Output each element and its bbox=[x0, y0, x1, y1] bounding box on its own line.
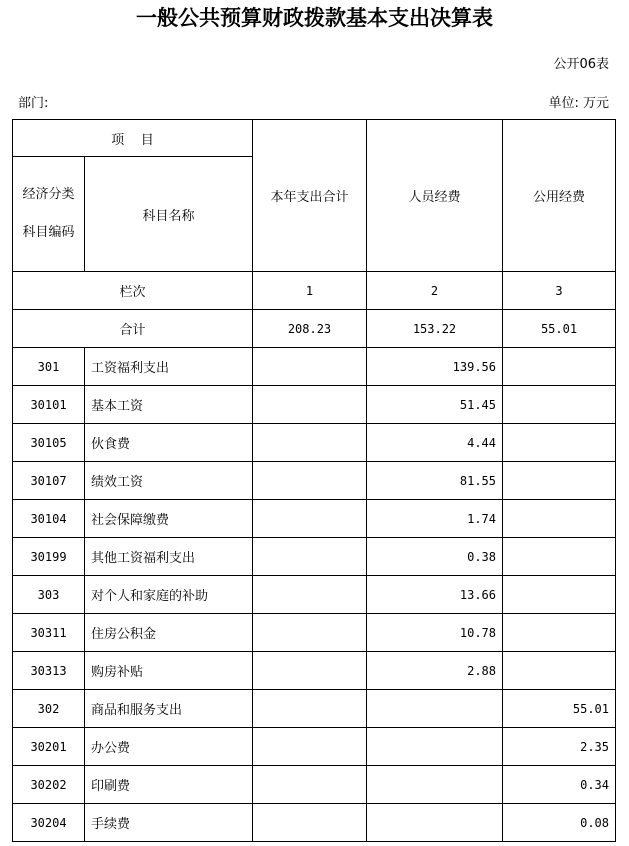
row-code: 30101 bbox=[13, 386, 85, 424]
column-index-1: 1 bbox=[253, 272, 367, 310]
row-name: 购房补贴 bbox=[85, 652, 253, 690]
header-econ-code-line2: 科目编码 bbox=[22, 225, 75, 240]
row-code: 30199 bbox=[13, 538, 85, 576]
row-public bbox=[503, 462, 616, 500]
header-econ-code bbox=[13, 157, 85, 272]
column-index-2: 2 bbox=[367, 272, 503, 310]
row-name: 伙食费 bbox=[85, 424, 253, 462]
row-total bbox=[253, 462, 367, 500]
row-public bbox=[503, 538, 616, 576]
header-personnel: 人员经费 bbox=[367, 120, 503, 272]
form-number: 公开06表 bbox=[553, 57, 609, 72]
header-econ-code-line1: 经济分类 bbox=[22, 187, 75, 202]
row-code: 30201 bbox=[13, 728, 85, 766]
row-personnel bbox=[367, 690, 503, 728]
row-public: 0.08 bbox=[503, 804, 616, 842]
table-row bbox=[13, 386, 616, 424]
header-total: 本年支出合计 bbox=[253, 120, 367, 272]
column-index-3: 3 bbox=[503, 272, 616, 310]
expenditure-table bbox=[12, 119, 616, 842]
row-code: 30107 bbox=[13, 462, 85, 500]
header-public: 公用经费 bbox=[503, 120, 616, 272]
table-row bbox=[13, 804, 616, 842]
table-row bbox=[13, 348, 616, 386]
row-total bbox=[253, 728, 367, 766]
row-total bbox=[253, 690, 367, 728]
row-personnel bbox=[367, 766, 503, 804]
row-name: 商品和服务支出 bbox=[85, 690, 253, 728]
page-title: 一般公共预算财政拨款基本支出决算表 bbox=[136, 5, 493, 30]
row-personnel: 4.44 bbox=[367, 424, 503, 462]
total-personnel: 153.22 bbox=[367, 310, 503, 348]
row-total bbox=[253, 766, 367, 804]
table-row bbox=[13, 500, 616, 538]
row-personnel: 10.78 bbox=[367, 614, 503, 652]
header-subject-name: 科目名称 bbox=[85, 157, 253, 272]
row-personnel: 51.45 bbox=[367, 386, 503, 424]
row-name: 社会保障缴费 bbox=[85, 500, 253, 538]
row-personnel bbox=[367, 804, 503, 842]
total-sum: 208.23 bbox=[253, 310, 367, 348]
row-name: 绩效工资 bbox=[85, 462, 253, 500]
row-total bbox=[253, 500, 367, 538]
table-row bbox=[13, 614, 616, 652]
total-public: 55.01 bbox=[503, 310, 616, 348]
row-code: 30313 bbox=[13, 652, 85, 690]
row-code: 30104 bbox=[13, 500, 85, 538]
row-total bbox=[253, 804, 367, 842]
row-public bbox=[503, 652, 616, 690]
row-total bbox=[253, 424, 367, 462]
row-total bbox=[253, 576, 367, 614]
row-code: 301 bbox=[13, 348, 85, 386]
row-public bbox=[503, 348, 616, 386]
row-public bbox=[503, 614, 616, 652]
row-name: 工资福利支出 bbox=[85, 348, 253, 386]
row-name: 印刷费 bbox=[85, 766, 253, 804]
row-total bbox=[253, 614, 367, 652]
row-name: 办公费 bbox=[85, 728, 253, 766]
table-row bbox=[13, 576, 616, 614]
row-personnel: 0.38 bbox=[367, 538, 503, 576]
row-code: 30202 bbox=[13, 766, 85, 804]
row-name: 住房公积金 bbox=[85, 614, 253, 652]
row-total bbox=[253, 538, 367, 576]
row-total bbox=[253, 652, 367, 690]
row-public bbox=[503, 576, 616, 614]
row-total bbox=[253, 348, 367, 386]
table-row bbox=[13, 462, 616, 500]
row-public: 2.35 bbox=[503, 728, 616, 766]
table-row bbox=[13, 424, 616, 462]
row-total bbox=[253, 386, 367, 424]
department-label: 部门: bbox=[18, 96, 49, 111]
column-index-label: 栏次 bbox=[13, 272, 253, 310]
row-code: 30105 bbox=[13, 424, 85, 462]
table-row bbox=[13, 766, 616, 804]
row-personnel bbox=[367, 728, 503, 766]
row-code: 302 bbox=[13, 690, 85, 728]
row-public bbox=[503, 386, 616, 424]
total-label: 合计 bbox=[13, 310, 253, 348]
row-public: 55.01 bbox=[503, 690, 616, 728]
header-project: 项 目 bbox=[13, 120, 253, 157]
row-code: 30204 bbox=[13, 804, 85, 842]
row-personnel: 2.88 bbox=[367, 652, 503, 690]
row-public bbox=[503, 500, 616, 538]
row-name: 基本工资 bbox=[85, 386, 253, 424]
row-personnel: 1.74 bbox=[367, 500, 503, 538]
row-name: 对个人和家庭的补助 bbox=[85, 576, 253, 614]
row-name: 其他工资福利支出 bbox=[85, 538, 253, 576]
table-row bbox=[13, 652, 616, 690]
row-personnel: 139.56 bbox=[367, 348, 503, 386]
table-row bbox=[13, 690, 616, 728]
row-public bbox=[503, 424, 616, 462]
row-personnel: 13.66 bbox=[367, 576, 503, 614]
unit-label: 单位: 万元 bbox=[548, 96, 609, 111]
row-public: 0.34 bbox=[503, 766, 616, 804]
table-row bbox=[13, 538, 616, 576]
table-row bbox=[13, 728, 616, 766]
row-name: 手续费 bbox=[85, 804, 253, 842]
row-code: 30311 bbox=[13, 614, 85, 652]
row-personnel: 81.55 bbox=[367, 462, 503, 500]
row-code: 303 bbox=[13, 576, 85, 614]
